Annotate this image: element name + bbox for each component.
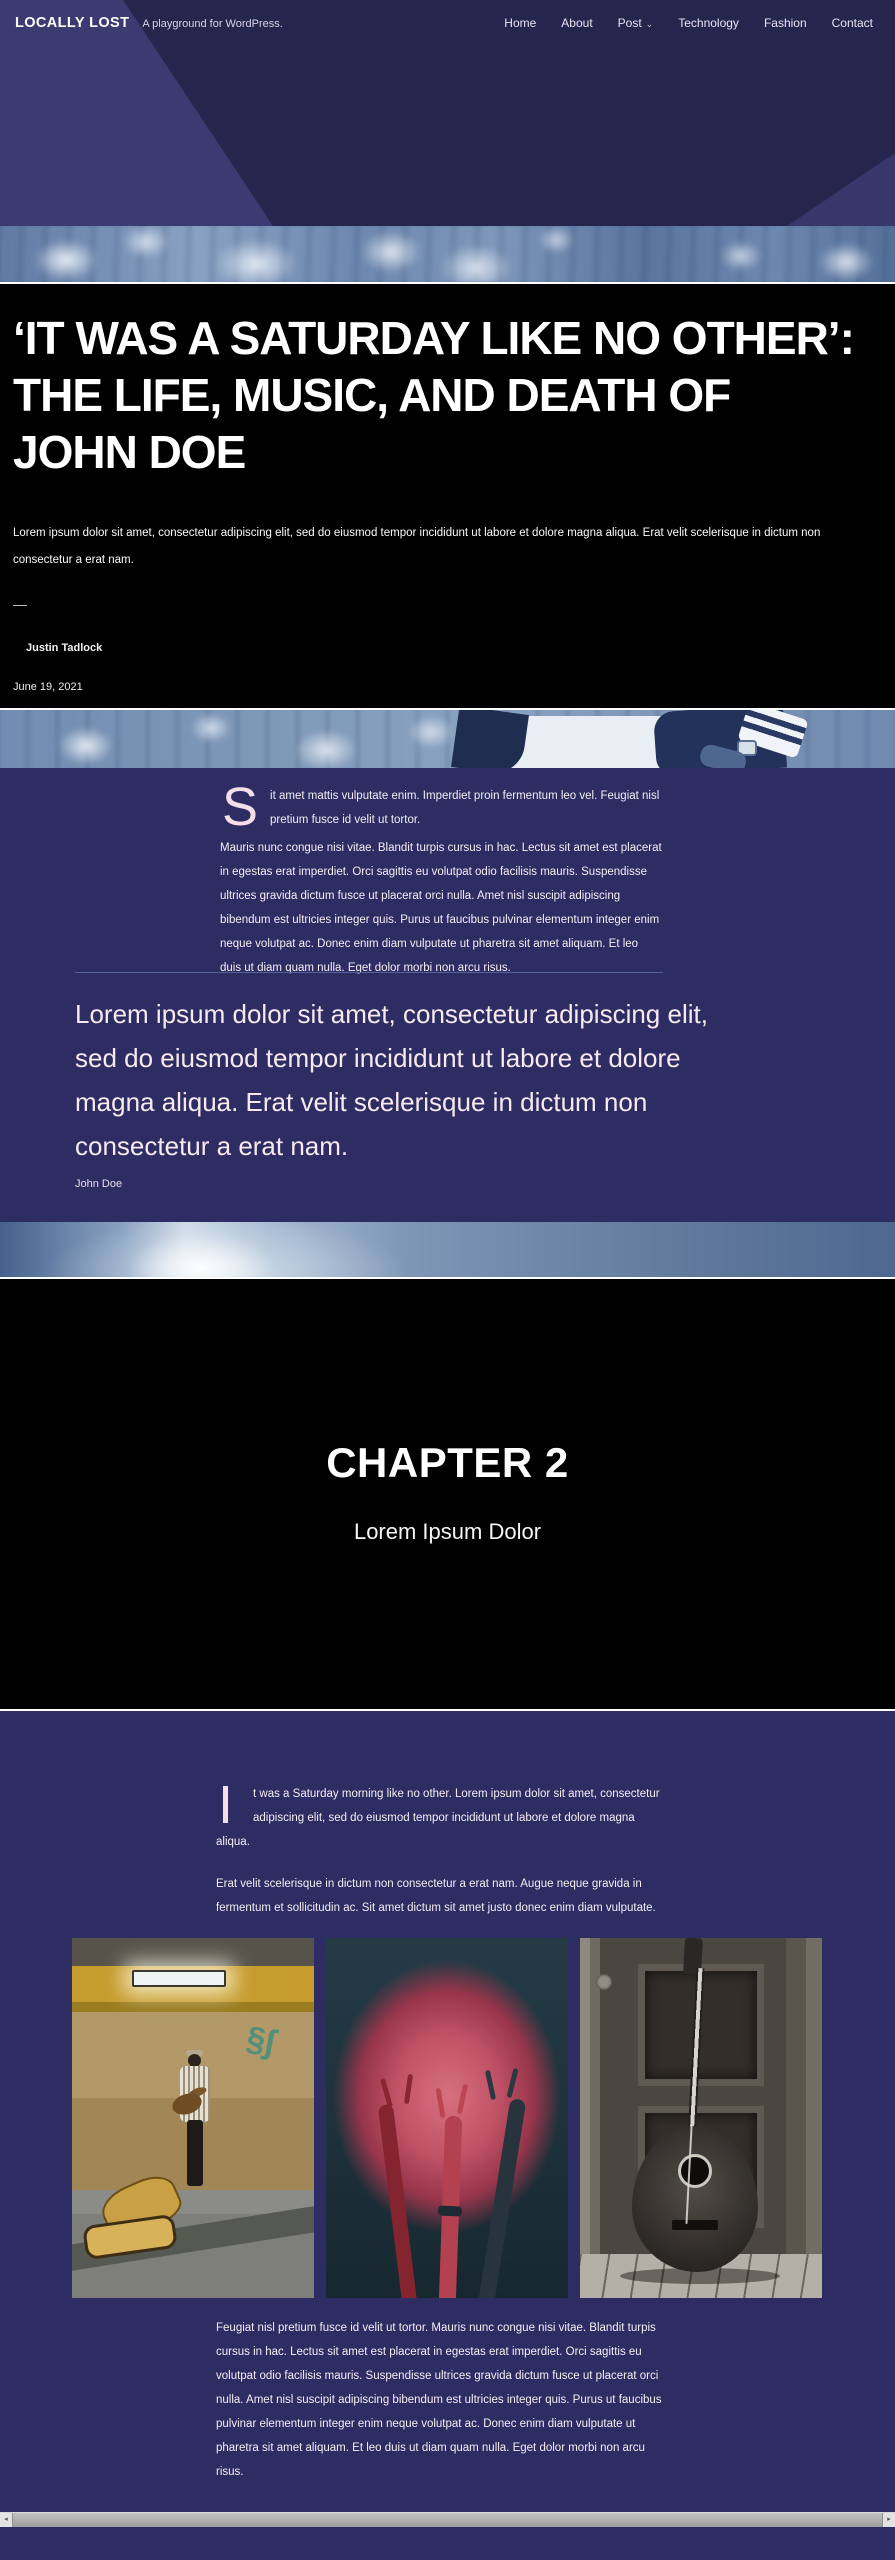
hand1-finger-shape-2 xyxy=(404,2074,413,2104)
chapter2-heading-section xyxy=(0,1277,895,1711)
scrollbar-thumb[interactable] xyxy=(12,2513,883,2527)
arm1-shape xyxy=(378,2104,417,2298)
guitar-soundhole-shape xyxy=(678,2154,712,2188)
hand1-finger-shape xyxy=(380,2078,393,2108)
nav-item-home[interactable]: Home xyxy=(504,16,537,30)
hero-banner xyxy=(0,0,895,226)
nav-item-post[interactable] xyxy=(618,16,654,30)
photo-strip-crowd xyxy=(0,1711,895,1768)
busker-graffiti-marks: §∫ xyxy=(243,2019,278,2062)
post-title: ‘IT WAS A SATURDAY LIKE NO OTHER’: THE LIFE, MUSIC, AND DEATH OF JOHN DOE xyxy=(13,312,854,478)
dropcap-s: S xyxy=(222,777,259,837)
chapter2-subtitle: Lorem Ipsum Dolor xyxy=(353,1519,542,1544)
post-date: June 19, 2021 xyxy=(13,681,83,693)
chapter1-paragraph-1 xyxy=(220,777,662,837)
busker-legs-shape xyxy=(187,2120,203,2186)
photo-strip-stage-light xyxy=(0,1222,895,1277)
scrollbar-left-arrow-icon[interactable]: ◂ xyxy=(0,2513,12,2527)
chapter2-section xyxy=(0,1768,895,2560)
nav-item-about[interactable]: About xyxy=(561,16,593,30)
wristband-shape xyxy=(438,2205,462,2216)
post-author[interactable]: Justin Tadlock xyxy=(26,642,103,654)
dropcap-i: I xyxy=(218,1775,234,1835)
chapter2-paragraph-1 xyxy=(216,1775,662,1854)
pull-quote: Lorem ipsum dolor sit amet, consectetur adipiscing elit, sed do eiusmod tempor incididunt ut labore et dolore magna aliqua. Erat velit scelerisque in dictum non consectetur a erat nam. xyxy=(75,999,708,1161)
nav-item-contact[interactable]: Contact xyxy=(831,16,873,30)
guitar-bridge-shape xyxy=(672,2220,718,2230)
chapter2-paragraph-3: Feugiat nisl pretium fusce id velit ut tortor. Mauris nunc congue nisi vitae. Blandit turpis cursus in hac. Lectus sit amet est placerat in egestas erat imperdiet. Orci sagittis eu volutpat odio facilisis mauris. Suspendisse ultrices gravida dictum fusce ut placerat orci nulla. Amet nisl suscipit adipiscing bibendum est ultricies integer quis. Purus ut faucibus pulvinar elementum integer enim neque volutpat ac. Donec enim diam vulputate ut pharetra sit amet aliquam. Et leo duis ut diam quam nulla. Eget dolor morbi non arcu risus. xyxy=(216,2322,662,2478)
post-excerpt: Lorem ipsum dolor sit amet, consectetur adipiscing elit, sed do eiusmod tempor incididunt ut labore et dolore magna aliqua. Erat velit scelerisque in dictum non consectetur a erat nam. xyxy=(13,527,821,566)
primary-nav xyxy=(504,16,873,30)
nav-item-fashion[interactable]: Fashion xyxy=(763,16,807,30)
hand2-finger-shape xyxy=(435,2088,445,2118)
site-tagline: A playground for WordPress. xyxy=(142,18,283,30)
site-header xyxy=(0,0,895,46)
photo-strip-stage-light-art xyxy=(0,1222,895,1277)
image-gallery xyxy=(72,1938,823,2298)
photo-strip-crowd-art xyxy=(0,1711,895,1768)
chapter2-kicker: CHAPTER 2 xyxy=(326,1439,569,1486)
gallery-image-rock-hands-pink-light xyxy=(326,1938,568,2298)
site-title[interactable]: LOCALLY LOST xyxy=(15,15,130,31)
person-jacket-left-shape xyxy=(451,710,529,768)
photo-strip-forest-art xyxy=(0,226,895,282)
busker-ceiling-lamp-shape xyxy=(132,1970,226,1987)
chapter1-section xyxy=(0,768,895,1222)
door-keyhole-shape xyxy=(596,1974,612,1990)
content-separator-line xyxy=(75,972,663,973)
chapter2-paragraph-1-text: t was a Saturday morning like no other. Lorem ipsum dolor sit amet, consectetur adipiscing elit, sed do eiusmod tempor incididunt ut labore et dolore magna aliqua. xyxy=(216,1788,660,1848)
arm3-shape xyxy=(478,2098,527,2298)
chapter1-paragraph-2: Mauris nunc congue nisi vitae. Blandit turpis cursus in hac. Lectus sit amet est placerat in egestas erat imperdiet. Orci sagittis eu volutpat odio facilisis mauris. Suspendisse ultrices gravida dictum fusce ut placerat orci nulla. Amet nisl suscipit adipiscing bibendum est ultricies integer quis. Purus ut faucibus pulvinar elementum integer enim neque volutpat ac. Donec enim diam vulputate ut pharetra sit amet aliquam. Et leo duis ut diam quam nulla. Eget dolor morbi non arcu risus. xyxy=(220,842,662,974)
photo-strip-forest-bokeh xyxy=(0,226,895,282)
hand3-finger-shape-2 xyxy=(506,2068,518,2098)
chapter2-paragraph-2: Erat velit scelerisque in dictum non consectetur a erat nam. Augue neque gravida in fermentum et sollicitudin ac. Sit amet dictum sit amet justo donec enim diam vulputate. xyxy=(216,1878,656,1914)
pull-quote-cite: John Doe xyxy=(75,1178,123,1190)
nav-item-post-label: Post xyxy=(617,16,642,30)
chevron-down-icon: ⌄ xyxy=(645,19,654,29)
nav-item-technology[interactable]: Technology xyxy=(678,16,739,30)
horizontal-scrollbar[interactable] xyxy=(0,2512,895,2527)
post-separator-dash: — xyxy=(13,596,27,612)
chapter1-paragraph-1-text: it amet mattis vulputate enim. Imperdiet proin fermentum leo vel. Feugiat nisl pretium fusce id velit ut tortor. xyxy=(270,790,660,826)
post-header-section xyxy=(0,282,895,710)
gallery-image-guitar-against-door xyxy=(580,1938,822,2298)
hand3-finger-shape xyxy=(485,2070,496,2100)
hand2-finger-shape-2 xyxy=(457,2084,468,2114)
gallery-image-busker-in-underpass xyxy=(72,1938,314,2298)
scrollbar-right-arrow-icon[interactable]: ▸ xyxy=(883,2513,895,2527)
site-logo[interactable] xyxy=(15,15,283,31)
photo-strip-person xyxy=(0,710,895,768)
